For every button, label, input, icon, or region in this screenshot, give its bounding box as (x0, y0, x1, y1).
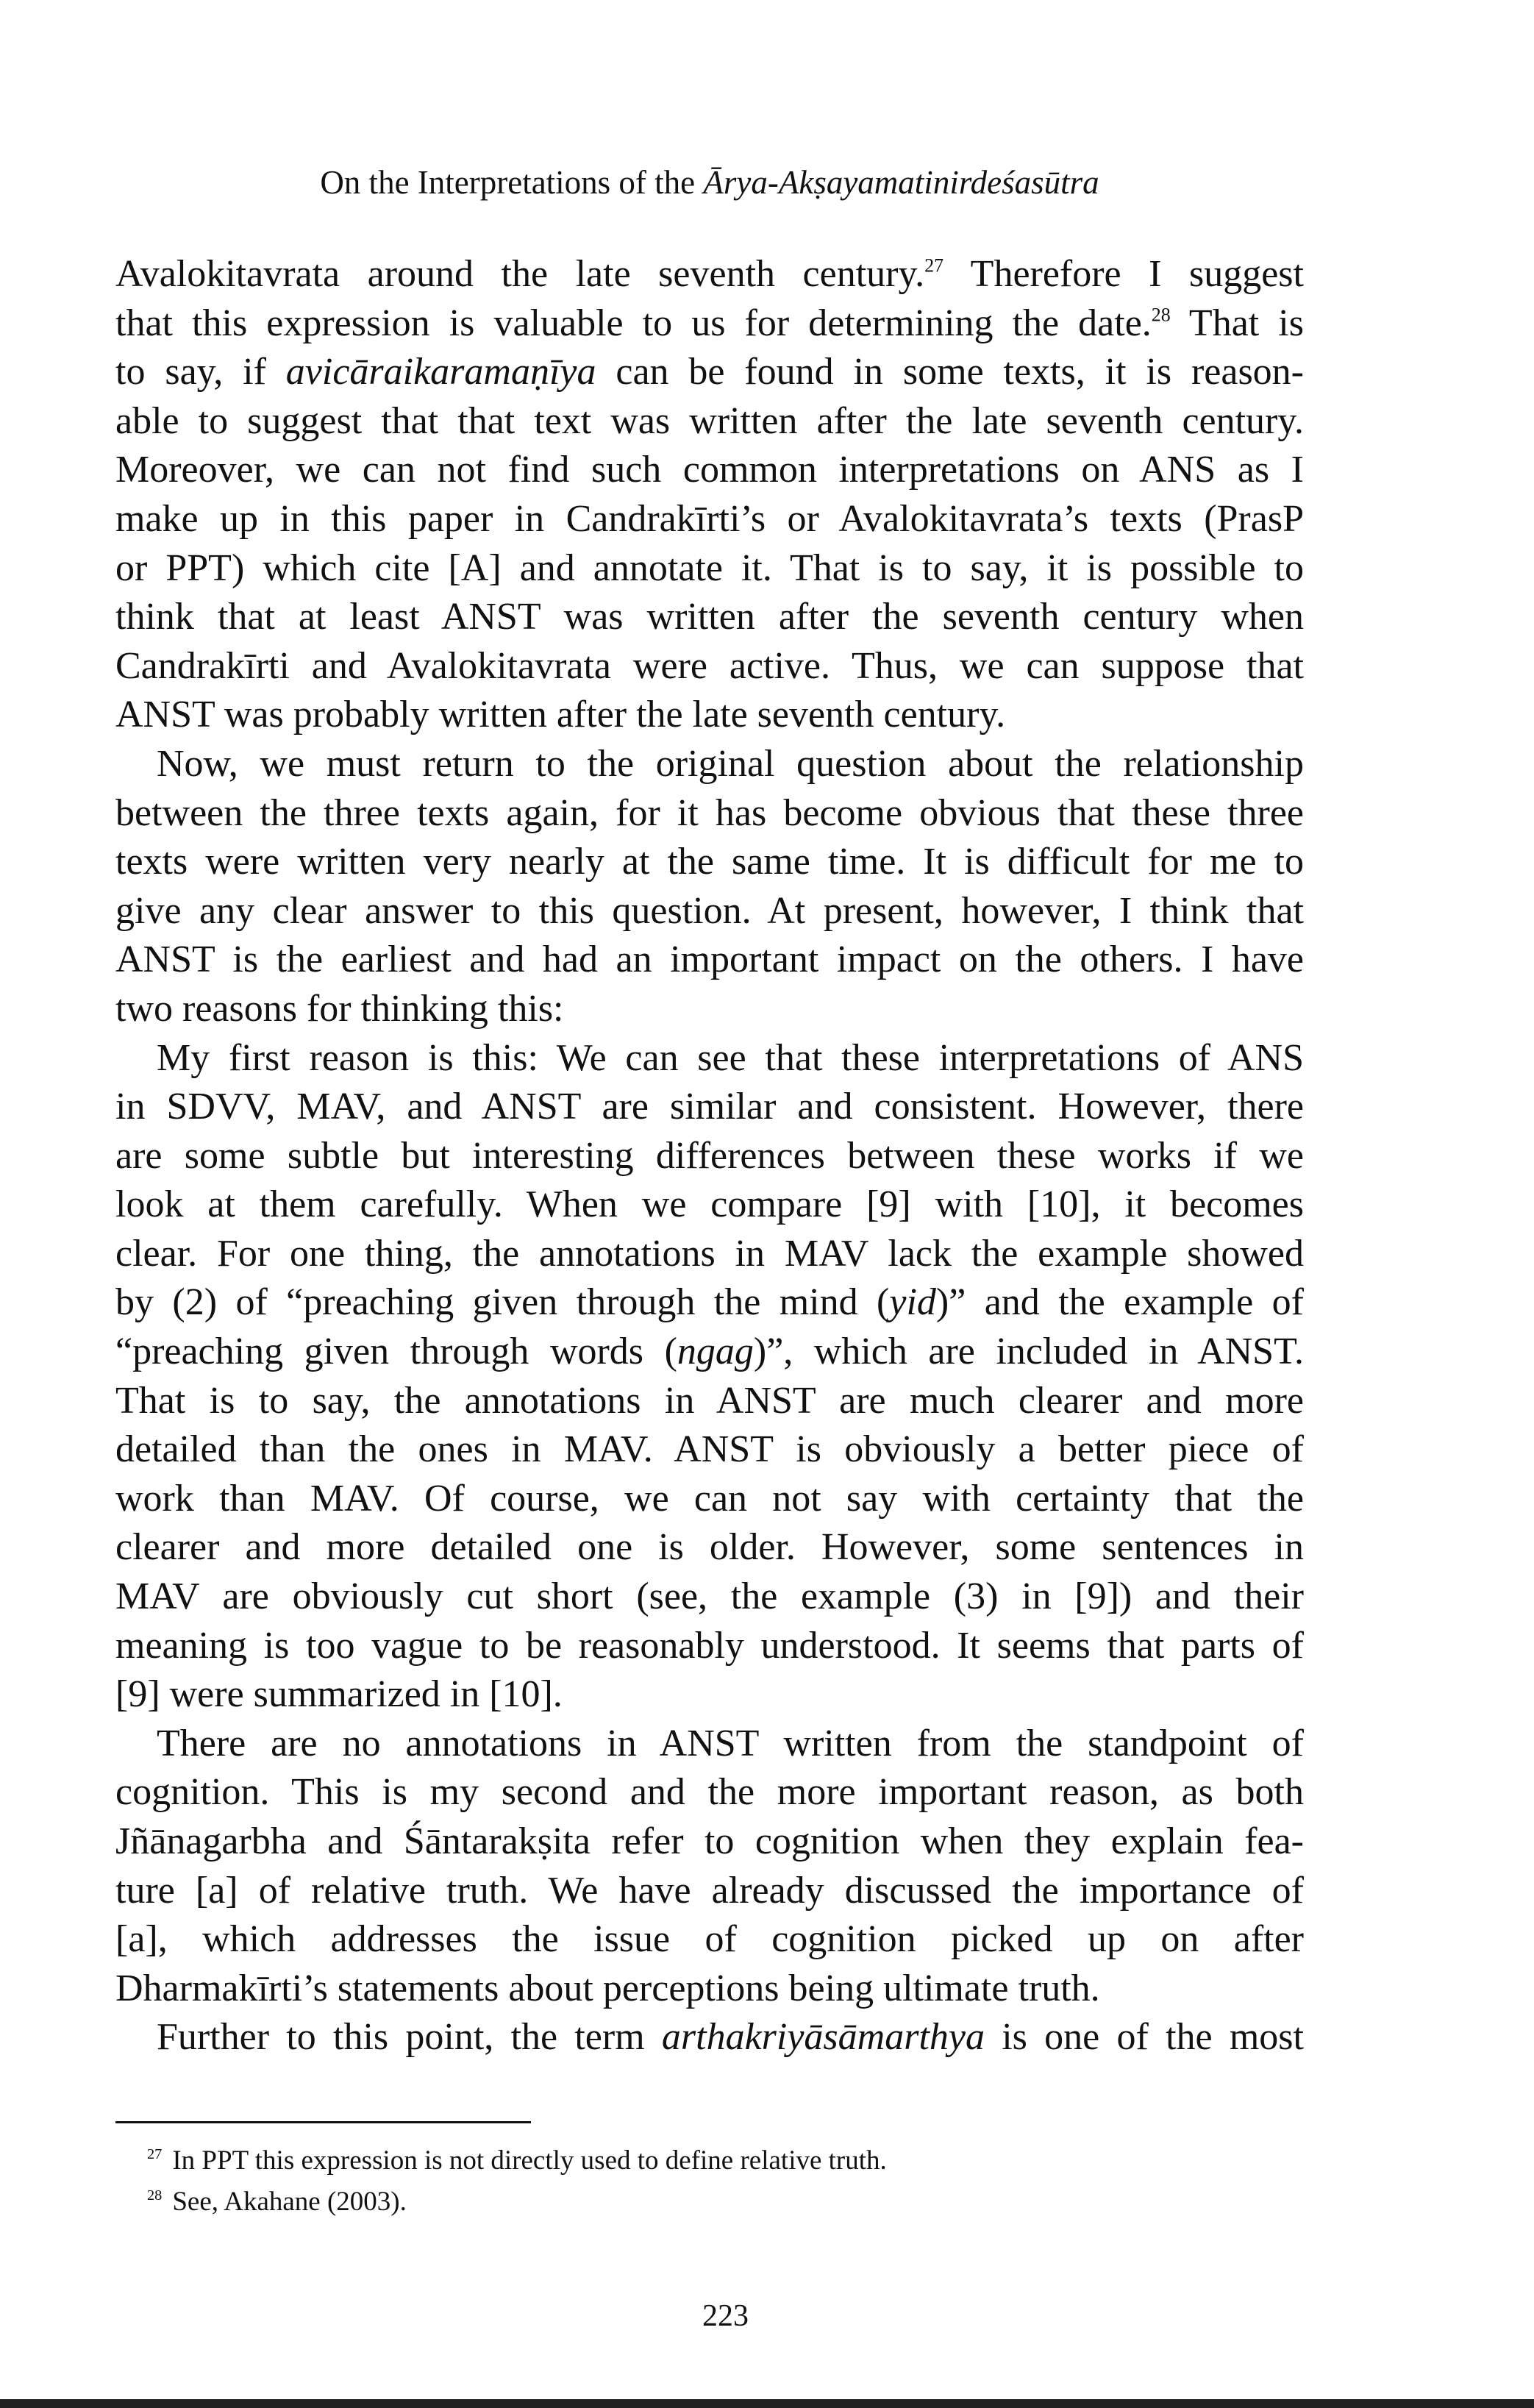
text-line (115, 1915, 1304, 1964)
text-segment: Further to this point, the term (157, 2016, 662, 2059)
text-segment: cognition. This is my second and the more important reason, as both (115, 1771, 1304, 1814)
running-header (0, 163, 1419, 202)
text-segment: )”, which are included in ANST. (753, 1331, 1305, 1373)
text-segment: between the three texts again, for it has become obvious that these three (115, 791, 1304, 834)
text-segment: ANST was probably written after the late seventh century. (115, 694, 1006, 736)
text-segment: clearer and more detailed one is older. However, some sentences in (115, 1526, 1304, 1569)
text-line (115, 1230, 1304, 1279)
text-line (115, 887, 1304, 936)
text-segment: Therefore I suggest (943, 253, 1304, 295)
text-segment: that this expression is valuable to us for determining the date. (115, 302, 1152, 344)
text-line (115, 397, 1304, 446)
text-segment: Moreover, we can not find such common interpretations on ANS as I (115, 449, 1304, 491)
text-segment: There are no annotations in ANST written from the standpoint of (157, 1722, 1304, 1764)
text-line (115, 1278, 1304, 1328)
text-line (115, 985, 1304, 1034)
text-segment: in SDVV, MAV, and ANST are similar and consistent. However, there (115, 1086, 1304, 1128)
text-segment: to say, if (115, 351, 286, 393)
text-line (115, 1964, 1304, 2014)
text-segment: can be found in some texts, it is reason- (596, 351, 1304, 393)
text-segment: think that at least ANST was written after the seventh century when (115, 596, 1304, 638)
text-segment: [9] were summarized in [10]. (115, 1673, 563, 1716)
scan-edge (0, 2399, 1534, 2408)
text-line (115, 642, 1304, 691)
text-line (115, 740, 1304, 789)
footnote-28 (147, 2181, 887, 2223)
text-segment: by (2) of “preaching given through the mind ( (115, 1281, 890, 1324)
text-line (115, 1083, 1304, 1132)
footnote-text: See, Akahane (2003). (172, 2187, 407, 2217)
text-segment: MAV are obviously cut short (see, the example (3) in [9]) and their (115, 1575, 1304, 1618)
text-line (115, 1817, 1304, 1867)
text-line (115, 1425, 1304, 1475)
running-header-title: On the Interpretations of the (320, 164, 704, 201)
text-segment: Now, we must return to the original question about the relationship (157, 742, 1304, 785)
footnote-number: 28 (147, 2187, 163, 2204)
text-line (115, 789, 1304, 838)
text-line (115, 1328, 1304, 1377)
footnote-reference: 28 (1151, 304, 1171, 326)
text-segment: or PPT) which cite [A] and annotate it. That is to say, it is possible to (115, 546, 1304, 589)
text-segment: give any clear answer to this question. At present, however, I think that (115, 889, 1304, 932)
text-line (115, 1572, 1304, 1622)
text-segment: make up in this paper in Candrakīrti’s or Avalokitavrata’s texts (PrasP (115, 497, 1304, 540)
footnotes (147, 2140, 887, 2223)
text-line (115, 1034, 1304, 1083)
text-segment: ture [a] of relative truth. We have already discussed the importance of (115, 1869, 1304, 1912)
footnote-separator (115, 2121, 531, 2123)
text-segment: Jñānagarbha and Śāntarakṣita refer to cognition when they explain fea- (115, 1820, 1304, 1862)
text-segment: able to suggest that that text was written after the late seventh century. (115, 399, 1304, 442)
text-line (115, 495, 1304, 544)
text-segment: That is to say, the annotations in ANST are much clearer and more (115, 1379, 1304, 1422)
text-segment: meaning is too vague to be reasonably understood. It seems that parts of (115, 1624, 1304, 1667)
text-segment: Dharmakīrti’s statements about perceptions being ultimate truth. (115, 1967, 1100, 2009)
text-segment: texts were written very nearly at the same time. It is difficult for me to (115, 841, 1304, 883)
text-line (115, 446, 1304, 495)
text-segment: Candrakīrti and Avalokitavrata were active. Thus, we can suppose that (115, 644, 1304, 687)
text-segment: two reasons for thinking this: (115, 987, 564, 1030)
italic-term: ngag (677, 1331, 754, 1373)
footnote-number: 27 (147, 2145, 163, 2162)
text-segment: [a], which addresses the issue of cognition picked up on after (115, 1918, 1304, 1961)
italic-term: arthakriyāsāmarthya (661, 2016, 985, 2059)
text-line (115, 299, 1304, 349)
page-number: 223 (702, 2299, 749, 2333)
text-segment: Avalokitavrata around the late seventh century. (115, 253, 925, 295)
text-line (115, 1670, 1304, 1720)
text-line (115, 1523, 1304, 1572)
text-segment: “preaching given through words ( (115, 1331, 677, 1373)
text-segment: )” and the example of (935, 1281, 1304, 1324)
text-line (115, 1132, 1304, 1181)
text-line (115, 691, 1304, 740)
text-line (115, 348, 1304, 397)
text-line (115, 1768, 1304, 1817)
footnote-reference: 27 (924, 254, 944, 277)
text-line (115, 1622, 1304, 1671)
text-line (115, 936, 1304, 985)
running-header-title-italic: Ārya-Akṣayamatinirdeśasūtra (703, 164, 1099, 201)
text-segment: That is (1170, 302, 1304, 344)
text-line (115, 1180, 1304, 1230)
text-line (115, 593, 1304, 642)
text-line (115, 250, 1304, 299)
text-segment: My first reason is this: We can see that these interpretations of ANS (157, 1036, 1304, 1079)
footnote-text: In PPT this expression is not directly used to define relative truth. (172, 2145, 887, 2176)
body-text (115, 250, 1304, 2062)
italic-term: yid (889, 1281, 936, 1324)
text-segment: detailed than the ones in MAV. ANST is obviously a better piece of (115, 1428, 1304, 1471)
text-segment: ANST is the earliest and had an important impact on the others. I have (115, 938, 1304, 981)
text-line (115, 838, 1304, 887)
text-line (115, 1475, 1304, 1524)
text-line (115, 2013, 1304, 2062)
text-line (115, 1377, 1304, 1426)
text-segment: look at them carefully. When we compare [9] with [10], it becomes (115, 1183, 1304, 1226)
footnote-27 (147, 2140, 887, 2181)
text-segment: clear. For one thing, the annotations in MAV lack the example showed (115, 1232, 1304, 1275)
text-segment: work than MAV. Of course, we can not say with certainty that the (115, 1477, 1304, 1520)
text-segment: is one of the most (984, 2016, 1304, 2059)
text-segment: are some subtle but interesting differences between these works if we (115, 1134, 1304, 1177)
text-line (115, 1867, 1304, 1916)
text-line (115, 544, 1304, 594)
text-line (115, 1720, 1304, 1769)
italic-term: avicāraikaramaṇīya (285, 351, 596, 393)
